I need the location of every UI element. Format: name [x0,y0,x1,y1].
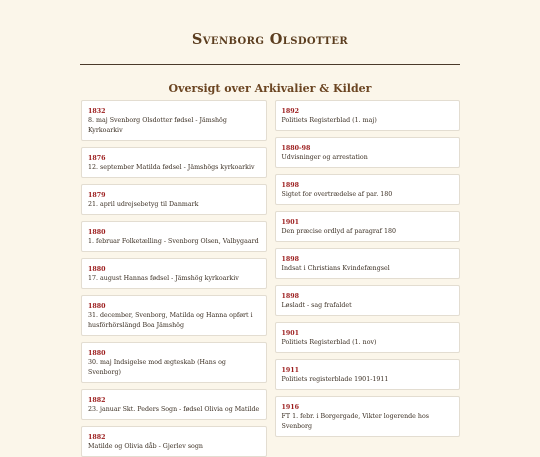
entry-text[interactable]: 23. januar Skt. Peders Sogn - fødsel Olivia og Matilde [88,406,260,413]
entry-year: 1876 [88,155,106,162]
entry-text[interactable]: Sigtet for overtrædelse af par. 180 [281,191,393,198]
archive-card[interactable] [81,295,267,336]
entry-text[interactable]: 8. maj Svenborg Olsdotter fødsel - Jämshög Kyrkoarkiv [88,117,227,134]
entry-text[interactable]: 30. maj Indsigelse mod ægteskab (Hans og Svenborg) [88,359,226,376]
archive-grid [81,100,460,457]
entry-year: 1892 [281,108,300,115]
entry-year: 1882 [88,434,106,441]
entry-year: 1898 [281,256,300,263]
entry-year: 1879 [88,192,106,199]
entry-year: 1916 [281,404,300,411]
entry-text[interactable]: Politiets Registerblad (1. nov) [281,339,377,346]
entry-year: 1901 [281,330,300,337]
header-divider [80,64,460,65]
archive-card[interactable] [275,174,461,205]
archive-card[interactable] [275,100,461,131]
entry-text[interactable]: Indsat i Christians Kvindefængsel [281,265,390,272]
entry-text[interactable]: Politiets Registerblad (1. maj) [281,117,377,124]
entry-text[interactable]: 1. februar Folketælling - Svenborg Olsen, Valbygaard [88,238,259,245]
left-column [81,100,267,457]
entry-year: 1901 [281,219,300,226]
entry-year: 1832 [88,108,106,115]
entry-text[interactable]: 12. september Matilda fødsel - Jämshögs kyrkoarkiv [88,164,255,171]
entry-year: 1898 [281,182,300,189]
archive-card[interactable] [275,211,461,242]
archive-card[interactable] [275,285,461,316]
entry-year: 1880 [88,229,106,236]
entry-year: 1898 [281,293,300,300]
archive-card[interactable] [275,137,461,168]
archive-card[interactable] [81,342,267,383]
right-column [275,100,461,457]
entry-text[interactable]: Den præcise ordlyd af paragraf 180 [281,228,397,235]
entry-text[interactable]: 21. april udrejsebetyg til Danmark [88,201,199,208]
archive-card[interactable] [275,359,461,390]
entry-text[interactable]: Udvisninger og arrestation [281,154,368,161]
archive-card[interactable] [275,322,461,353]
entry-year: 1911 [281,367,300,374]
archive-card[interactable] [81,258,267,289]
archive-card[interactable] [275,396,461,437]
entry-year: 1880 [88,266,106,273]
entry-text[interactable]: 31. december, Svenborg, Matilda og Hanna opført i husförhörslängd Boa Jämshög [88,312,253,329]
archive-card[interactable] [81,221,267,252]
entry-text[interactable]: Løsladt - sag frafaldet [281,302,352,309]
entry-year: 1882 [88,397,106,404]
entry-text[interactable]: 17. august Hannas fødsel - Jämshög kyrkoarkiv [88,275,239,282]
archive-card[interactable] [275,248,461,279]
archive-card[interactable] [81,184,267,215]
archive-card[interactable] [81,100,267,141]
archive-card[interactable] [81,426,267,457]
entry-text[interactable]: Matilde og Olivia dåb - Gjerlev sogn [88,443,203,450]
entry-year: 1880 [88,303,106,310]
entry-text[interactable]: FT 1. febr. i Borgergade, Vikter logerende hos Svenborg [281,413,429,430]
entry-text[interactable]: Politiets registerblade 1901-1911 [281,376,389,383]
entry-year: 1880-98 [281,145,311,152]
section-title: Oversigt over Arkivalier & Kilder [168,82,372,95]
archive-card[interactable] [81,147,267,178]
site-title: Svenborg Olsdotter [191,31,349,48]
entry-year: 1880 [88,350,106,357]
